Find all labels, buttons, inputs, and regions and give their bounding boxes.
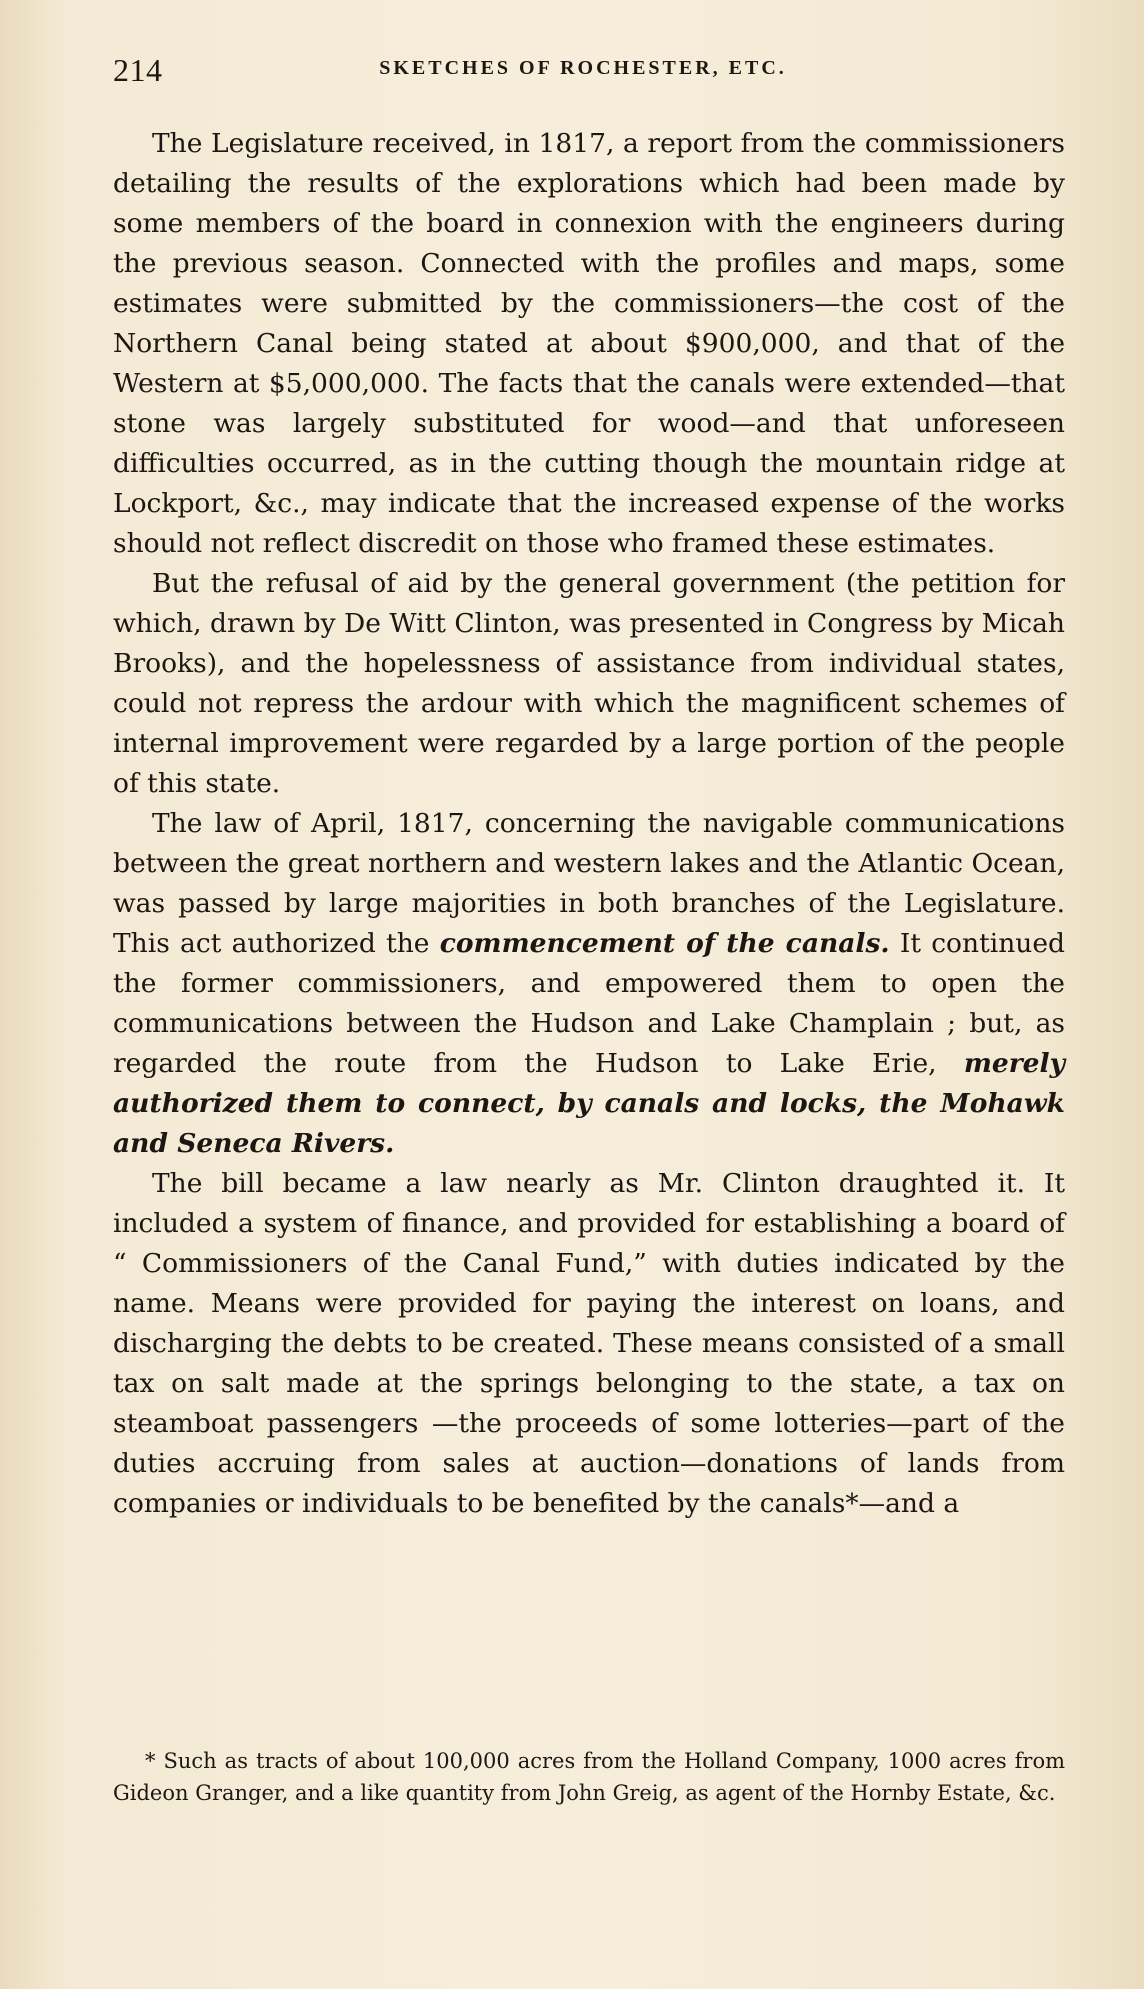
law-italic-commencement: commencement of the canals. [439, 928, 890, 959]
page-number: 214 [113, 52, 163, 88]
footnote [113, 1745, 1065, 1809]
paragraph-refusal-of-aid: But the refusal of aid by the general government (the petition for which, drawn by De Witt Clinton, was presented in Congress by Micah Brooks), and the hopelessness of assistance from individual states, could not repress the ardour with which the magnificent schemes of internal improvement were regarded by a large portion of the people of this state. [113, 568, 1065, 799]
law-text-part2: It continued the former commissioners, and empowered them to open the communications between the Hudson and Lake Champlain ; but, as regarded the route from the Hudson to Lake Erie, [113, 928, 1065, 1079]
paragraph-law-of-april [113, 804, 1065, 1164]
footnote-text: * Such as tracts of about 100,000 acres from the Holland Company, 1000 acres from Gideon Granger, and a like quantity from John Greig, as agent of the Hornby Estate, &c. [113, 1749, 1065, 1805]
running-head: SKETCHES OF ROCHESTER, ETC. [379, 57, 787, 79]
law-text-part1: The law of April, 1817, concerning the navigable communications between the great northern and western lakes and the Atlantic Ocean, was passed by large majorities in both branches of the Legislature. This act authorized the [113, 808, 1065, 959]
body-text [113, 124, 1065, 1524]
paragraph-legislature-report: The Legislature received, in 1817, a report from the commissioners detailing the results of the explorations which had been made by some members of the board in connexion with the engineers during the previous season. Connected with the profiles and maps, some estimates were submitted by the commissioners—the cost of the Northern Canal being stated at about $900,000, and that of the Western at $5,000,000. The facts that the canals were extended—that stone was largely substituted for wood—and that unforeseen difficulties occurred, as in the cutting though the mountain ridge at Lockport, &c., may indicate that the increased expense of the works should not reflect discredit on those who framed these estimates. [113, 128, 1065, 559]
page-header [113, 52, 1053, 92]
law-italic-connect: merely authorized them to connect, by canals and locks, the Mohawk and Seneca Rivers. [113, 1048, 1065, 1159]
paragraph-bill-became-law: The bill became a law nearly as Mr. Clinton draughted it. It included a system of finance, and provided for establishing a board of “ Commissioners of the Canal Fund,” with duties indicated by the name. Means were provided for paying the interest on loans, and discharging the debts to be created. These means consisted of a small tax on salt made at the springs belonging to the state, a tax on steamboat passengers —the proceeds of some lotteries—part of the duties accruing from sales at auction—donations of lands from companies or individuals to be benefited by the canals*—and a [113, 1168, 1065, 1519]
